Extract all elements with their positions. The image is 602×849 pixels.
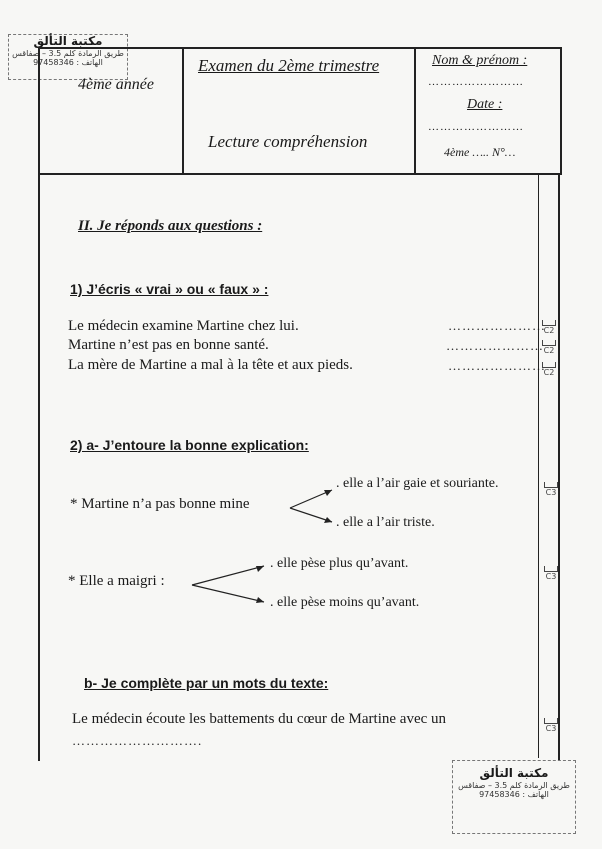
arrow-2b xyxy=(192,585,264,602)
date-label: Date : xyxy=(467,97,503,112)
q2a-prompt-2: * Elle a maigri : xyxy=(68,573,165,589)
stamp-title: مكتبة التألق xyxy=(479,766,549,780)
arrowhead-2b xyxy=(256,597,264,603)
q2a-score-2: C3 xyxy=(544,566,558,581)
q2a-choice-2b[interactable]: . elle pèse moins qu’avant. xyxy=(270,595,420,610)
q2a-title: 2) a- J’entoure la bonne explication: xyxy=(70,437,309,453)
q1-answer-3[interactable]: ………………… xyxy=(448,358,546,373)
q2a-choice-2a[interactable]: . elle pèse plus qu’avant. xyxy=(270,556,409,571)
q2b-title: b- Je complète par un mots du texte: xyxy=(84,675,329,691)
arrowhead-2a xyxy=(256,566,264,572)
q2a-choice-1a[interactable]: . elle a l’air gaie et souriante. xyxy=(336,476,499,491)
q2b-sentence: Le médecin écoute les battements du cœur de Martine avec un xyxy=(72,711,447,727)
q2a-choice-1b[interactable]: . elle a l’air triste. xyxy=(336,515,435,530)
q1-answer-1[interactable]: ………………… xyxy=(448,318,546,333)
subject-title: Lecture compréhension xyxy=(208,132,368,151)
stamp-phone: الهاتف : 97458346 xyxy=(33,57,103,67)
class-level: 4ème année xyxy=(78,76,154,93)
q2a-score-1: C3 xyxy=(544,482,558,497)
exam-title: Examen du 2ème trimestre xyxy=(198,56,380,75)
q1-statement-2: Martine n’est pas en bonne santé. xyxy=(68,337,269,353)
q1-score-1: C2 xyxy=(542,320,556,335)
library-stamp-bottom xyxy=(452,760,576,834)
q1-title: 1) J’écris « vrai » ou « faux » : xyxy=(70,281,269,297)
q1-answer-2[interactable]: ………………… xyxy=(446,338,544,353)
arrow-2a xyxy=(192,566,264,585)
q2a-prompt-1: * Martine n’a pas bonne mine xyxy=(70,496,250,512)
q1-statement-3: La mère de Martine a mal à la tête et aux pieds. xyxy=(68,357,353,373)
q1-statement-1: Le médecin examine Martine chez lui. xyxy=(68,318,299,334)
class-number: 4ème ….. N°… xyxy=(444,145,516,159)
stamp-address: طريق الرمادة كلم 3.5 – صفاقس xyxy=(12,48,124,58)
name-label: Nom & prénom : xyxy=(432,53,528,68)
q2b-score: C3 xyxy=(544,718,558,733)
stamp-address: طريق الرمادة كلم 3.5 – صفاقس xyxy=(458,780,570,790)
date-dots: …………………… xyxy=(428,121,524,133)
stamp-phone: الهاتف : 97458346 xyxy=(479,789,549,799)
q1-score-3: C2 xyxy=(542,362,556,377)
q1-score-2: C2 xyxy=(542,340,556,355)
section-title: II. Je réponds aux questions : xyxy=(78,218,263,234)
q2b-answer[interactable]: ………………………. xyxy=(72,733,203,748)
stamp-title: مكتبة التألق xyxy=(33,34,103,48)
name-dots: …………………… xyxy=(428,76,524,88)
